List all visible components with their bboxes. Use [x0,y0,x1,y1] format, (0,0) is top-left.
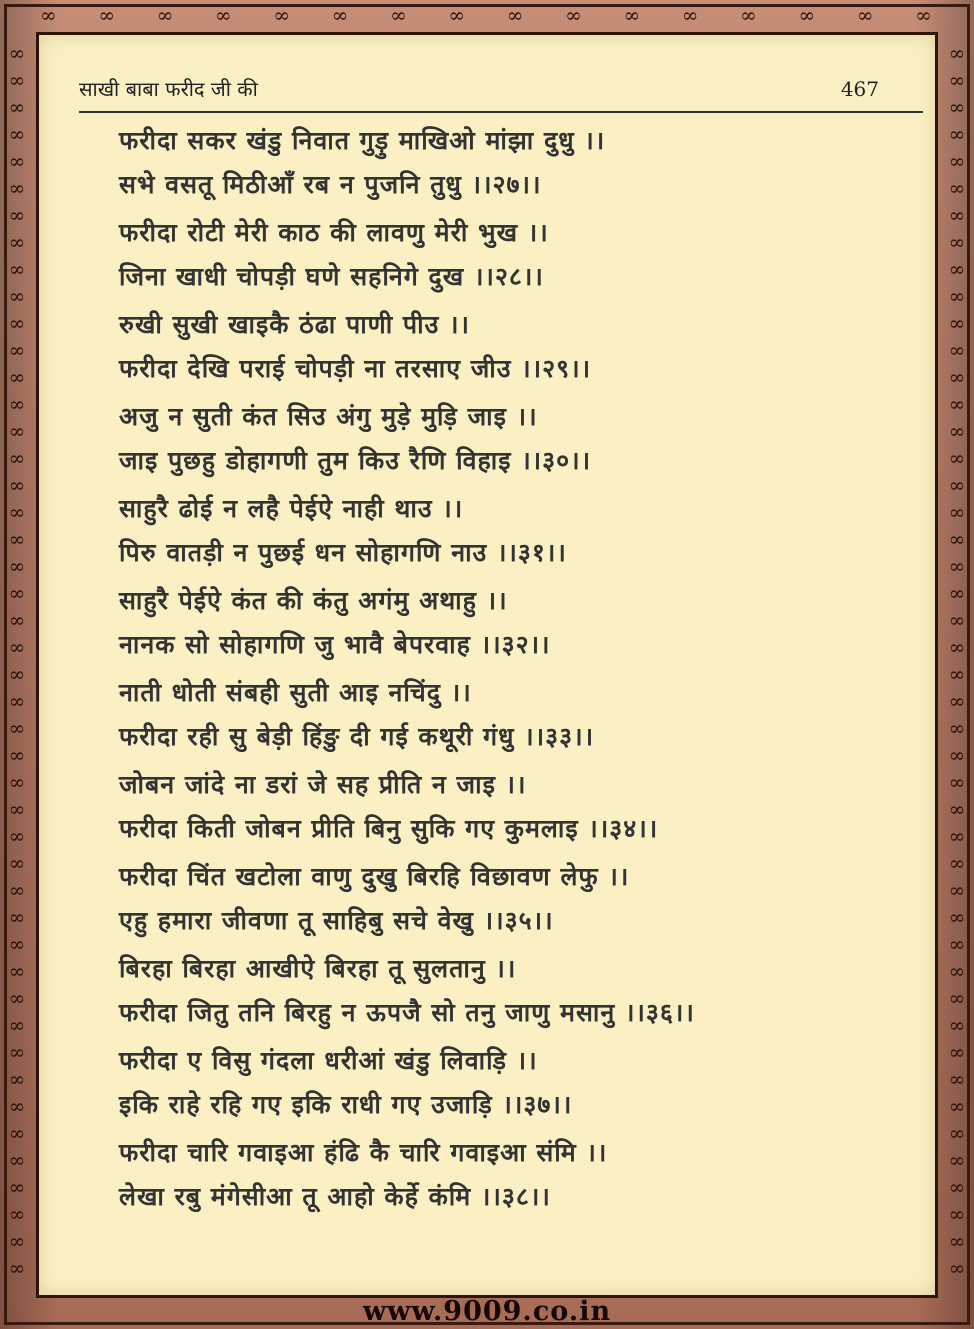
swirl-ornament: ∞ [8,1121,26,1145]
verse-line: जिना खाधी चोपड़ी घणे सहनिगे दुख ।।२८।। [119,262,544,291]
verse-line: फरीदा रही सु बेड़ी हिंङु दी गई कथूरी गंधु ।।३३।। [119,722,595,751]
verse-line: साहुरै ढोई न लहै पेईऐ नाही थाउ ।। [119,494,464,523]
swirl-ornament: ∞ [948,770,966,794]
swirl-ornament: ∞ [8,1202,26,1226]
stanza-35 [119,855,859,943]
verse-line: फरीदा सकर खंडु निवात गुड़ु माखिओ मांझा दुधु ।। [119,126,606,155]
swirl-ornament: ∞ [948,365,966,389]
swirl-ornament: ∞ [8,311,26,335]
verse-line: जोबन जांदे ना डरां जे सह प्रीति न जाइ ।। [119,770,527,799]
swirl-ornament: ∞ [948,554,966,578]
swirl-ornament: ∞ [948,716,966,740]
verse-line: नानक सो सोहागणि जु भावै बेपरवाह ।।३२।। [119,630,551,659]
swirl-ornament: ∞ [390,3,409,27]
verse-line: फरीदा चारि गवाइआ हंढि कै चारि गवाइआ संमि ।। [119,1138,608,1167]
swirl-ornament: ∞ [8,1256,26,1280]
swirl-ornament: ∞ [948,581,966,605]
swirl-ornament: ∞ [8,851,26,875]
swirl-ornament: ∞ [948,41,966,65]
swirl-ornament: ∞ [8,473,26,497]
swirl-ornament: ∞ [8,635,26,659]
swirl-ornament: ∞ [40,3,59,27]
swirl-ornament: ∞ [8,122,26,146]
swirl-ornament: ∞ [8,932,26,956]
verse-line: एहु हमारा जीवणा तू साहिबु सचे वेखु ।।३५।। [119,906,554,935]
stanza-38 [119,1131,859,1219]
swirl-ornament: ∞ [623,3,643,27]
swirl-ornament: ∞ [948,419,966,443]
swirl-ornament: ∞ [948,1094,966,1118]
swirl-ornament: ∞ [798,3,818,27]
stanza-34 [119,763,859,851]
swirl-ornament: ∞ [948,527,966,551]
swirl-ornament: ∞ [8,365,26,389]
swirl-ornament: ∞ [8,824,26,848]
swirl-ornament: ∞ [915,3,934,27]
swirl-ornament: ∞ [8,716,26,740]
swirl-ornament: ∞ [8,392,26,416]
swirl-ornament: ∞ [506,3,526,27]
swirl-ornament: ∞ [8,743,26,767]
swirl-ornament: ∞ [8,959,26,983]
swirl-ornament: ∞ [8,905,26,929]
swirl-ornament: ∞ [8,95,26,119]
swirl-ornament: ∞ [948,608,966,632]
swirl-ornament: ∞ [948,338,966,362]
swirl-ornament: ∞ [8,608,26,632]
swirl-ornament: ∞ [948,122,966,146]
swirl-ornament: ∞ [948,257,966,281]
right-ornament-band [944,40,970,1289]
top-ornament-band [40,2,934,28]
stanza-27 [119,119,859,207]
swirl-ornament: ∞ [8,230,26,254]
swirl-ornament: ∞ [8,986,26,1010]
swirl-ornament: ∞ [448,3,468,27]
swirl-ornament: ∞ [948,1229,966,1253]
swirl-ornament: ∞ [948,1256,966,1280]
verse-line: लेखा रबु मंगेसीआ तू आहो केर्हे कंमि ।।३८।। [119,1182,551,1211]
swirl-ornament: ∞ [8,554,26,578]
swirl-ornament: ∞ [948,797,966,821]
swirl-ornament: ∞ [856,3,876,27]
swirl-ornament: ∞ [948,1013,966,1037]
swirl-ornament: ∞ [8,419,26,443]
swirl-ornament: ∞ [948,311,966,335]
swirl-ornament: ∞ [273,3,293,27]
swirl-ornament: ∞ [8,1148,26,1172]
swirl-ornament: ∞ [948,1202,966,1226]
swirl-ornament: ∞ [681,3,701,27]
swirl-ornament: ∞ [8,203,26,227]
verse-line: इकि राहे रहि गए इकि राधी गए उजाड़ि ।।३७।। [119,1090,573,1119]
swirl-ornament: ∞ [948,1175,966,1199]
website-url: www.9009.co.in [362,1296,612,1327]
verse-line: बिरहा बिरहा आखीऐ बिरहा तू सुलतानु ।। [119,954,517,983]
swirl-ornament: ∞ [948,1121,966,1145]
swirl-ornament: ∞ [948,68,966,92]
verse-line: साहुरै पेईऐ कंत की कंतु अगंमु अथाहु ।। [119,586,508,615]
swirl-ornament: ∞ [948,1067,966,1091]
swirl-ornament: ∞ [98,3,118,27]
verse-line: फरीदा चिंत खटोला वाणु दुखु बिरहि विछावण लेफु ।। [119,862,630,891]
swirl-ornament: ∞ [8,68,26,92]
swirl-ornament: ∞ [948,932,966,956]
swirl-ornament: ∞ [948,878,966,902]
swirl-ornament: ∞ [948,959,966,983]
swirl-ornament: ∞ [8,284,26,308]
verse-list [119,119,859,1223]
swirl-ornament: ∞ [948,176,966,200]
verse-line: फरीदा किती जोबन प्रीति बिनु सुकि गए कुमलाइ ।।३४।। [119,814,659,843]
swirl-ornament: ∞ [948,851,966,875]
swirl-ornament: ∞ [948,473,966,497]
verse-line: फरीदा ए विसु गंदला धरीआं खंडु लिवाड़ि ।। [119,1046,538,1075]
swirl-ornament: ∞ [948,743,966,767]
stanza-29 [119,303,859,391]
swirl-ornament: ∞ [8,149,26,173]
swirl-ornament: ∞ [948,392,966,416]
swirl-ornament: ∞ [8,41,26,65]
swirl-ornament: ∞ [948,824,966,848]
verse-line: पिरु वातड़ी न पुछई धन सोहागणि नाउ ।।३१।। [119,538,567,567]
swirl-ornament: ∞ [948,662,966,686]
swirl-ornament: ∞ [8,770,26,794]
stanza-37 [119,1039,859,1127]
stanza-32 [119,579,859,667]
left-ornament-band [4,40,30,1289]
stanza-28 [119,211,859,299]
swirl-ornament: ∞ [948,500,966,524]
swirl-ornament: ∞ [740,3,759,27]
swirl-ornament: ∞ [8,176,26,200]
swirl-ornament: ∞ [8,1067,26,1091]
page-title: साखी बाबा फरीद जी की [79,77,258,101]
stanza-31 [119,487,859,575]
swirl-ornament: ∞ [8,338,26,362]
stanza-36 [119,947,859,1035]
verse-line: रुखी सुखी खाइकै ठंढा पाणी पीउ ।। [119,310,470,339]
swirl-ornament: ∞ [8,662,26,686]
swirl-ornament: ∞ [8,257,26,281]
swirl-ornament: ∞ [8,1094,26,1118]
swirl-ornament: ∞ [8,878,26,902]
verse-line: अजु न सुती कंत सिउ अंगु मुड़े मुड़ि जाइ ।। [119,402,538,431]
verse-line: सभे वसतू मिठीआँ रब न पुजनि तुधु ।।२७।। [119,170,542,199]
swirl-ornament: ∞ [156,3,176,27]
swirl-ornament: ∞ [331,3,351,27]
swirl-ornament: ∞ [8,581,26,605]
verse-line: नाती धोती संबही सुती आइ नचिंदु ।। [119,678,472,707]
swirl-ornament: ∞ [948,284,966,308]
swirl-ornament: ∞ [948,230,966,254]
swirl-ornament: ∞ [8,500,26,524]
swirl-ornament: ∞ [948,1040,966,1064]
verse-line: जाइ पुछहु डोहागणी तुम किउ रैणि विहाइ ।।३०।। [119,446,592,475]
swirl-ornament: ∞ [948,986,966,1010]
swirl-ornament: ∞ [948,95,966,119]
swirl-ornament: ∞ [948,635,966,659]
swirl-ornament: ∞ [948,905,966,929]
swirl-ornament: ∞ [8,1013,26,1037]
swirl-ornament: ∞ [8,1229,26,1253]
scripture-page [36,32,938,1298]
swirl-ornament: ∞ [948,149,966,173]
swirl-ornament: ∞ [8,527,26,551]
swirl-ornament: ∞ [8,797,26,821]
swirl-ornament: ∞ [8,446,26,470]
swirl-ornament: ∞ [948,203,966,227]
stanza-33 [119,671,859,759]
stanza-30 [119,395,859,483]
swirl-ornament: ∞ [215,3,234,27]
swirl-ornament: ∞ [565,3,584,27]
verse-line: फरीदा रोटी मेरी काठ की लावणु मेरी भुख ।। [119,218,549,247]
swirl-ornament: ∞ [948,446,966,470]
page-header [79,71,923,113]
swirl-ornament: ∞ [948,1148,966,1172]
swirl-ornament: ∞ [8,1040,26,1064]
verse-line: फरीदा जितु तनि बिरहु न ऊपजै सो तनु जाणु मसानु ।।३६।। [119,998,695,1027]
page-number: 467 [840,77,879,101]
swirl-ornament: ∞ [948,689,966,713]
swirl-ornament: ∞ [8,1175,26,1199]
verse-line: फरीदा देखि पराई चोपड़ी ना तरसाए जीउ ।।२९।। [119,354,592,383]
swirl-ornament: ∞ [8,689,26,713]
